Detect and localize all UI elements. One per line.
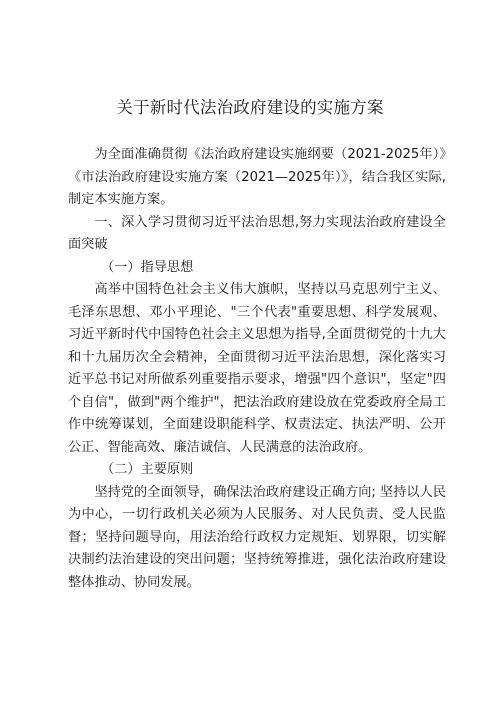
section-1-heading: 一、深入学习贯彻习近平法治思想,努力实现法治政府建设全面突破: [68, 214, 446, 252]
document-title: 关于新时代法治政府建设的实施方案: [116, 98, 384, 117]
document-body: [68, 144, 446, 594]
intro-paragraph: 为全面准确贯彻《法治政府建设实施纲要（2021-2025年）》《市法治政府建设实施方案（2021—2025年）》，结合我区实际,制定本实施方案。: [68, 147, 446, 207]
subsection-1-heading: （一）指导思想: [101, 259, 194, 275]
subsection-2-paragraph: 坚持党的全面领导，确保法治政府建设正确方向; 坚持以人民为中心，一切行政机关必须为人民服务、对人民负责、受人民监督；坚持问题导向，用法治给行政权力定规矩、划界限，切实解决制约法治建设的突出问题；坚持统筹推进，强化法治政府建设整体推动、协同发展。: [68, 484, 446, 590]
subsection-2-heading: （二）主要原则: [101, 462, 194, 477]
subsection-1-paragraph: 高举中国特色社会主义伟大旗帜，坚持以马克思列宁主义、毛泽东思想、邓小平理论、"三个代表"重要思想、科学发展观、习近平新时代中国特色社会主义思想为指导,全面贯彻党的十九大和十九届历次全会精神，全面贯彻习近平法治思想，深化落实习近平总书记对所做系列重要指示要求，增强"四个意识"，坚定"四个自信"，做到"两个维护"，把法治政府建设放在党委政府全局工作中统筹谋划，全面建设职能科学、权责法定、执法严明、公开公正、智能高效、廉洁诚信、人民满意的法治政府。: [68, 282, 446, 455]
